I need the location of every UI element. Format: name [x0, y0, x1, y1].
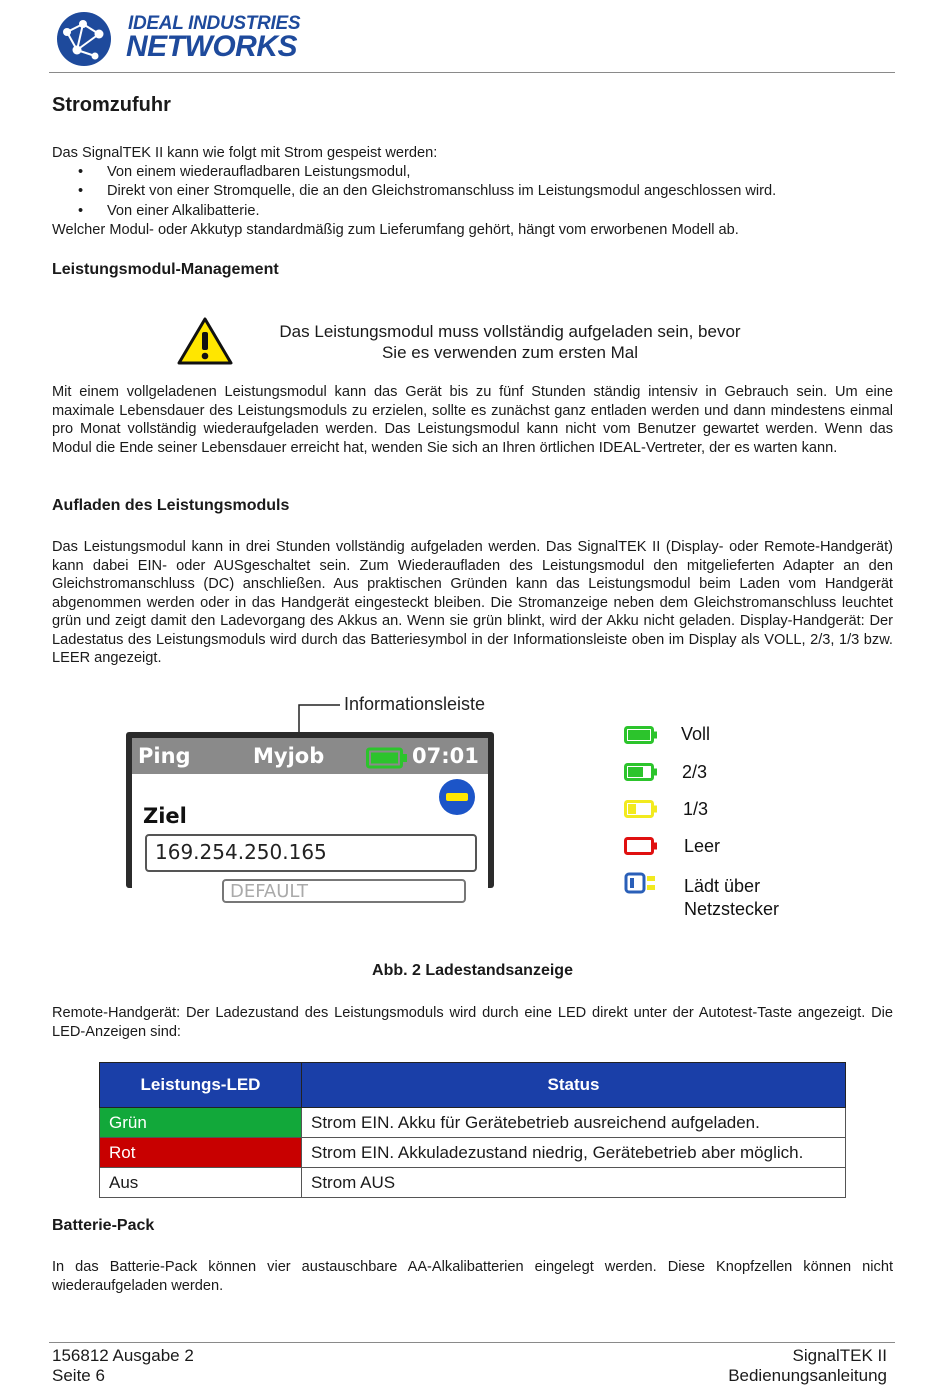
bullet-item: • Direkt von einer Stromquelle, die an den Gleichstromanschluss im Leistungsmodul angeschlossen wird. — [78, 183, 777, 199]
stop-icon[interactable] — [437, 777, 477, 817]
info-bar-mode: Ping — [138, 744, 191, 768]
management-paragraph: Mit einem vollgeladenen Leistungsmodul kann das Gerät bis zu fünf Stunden ständig intensiv in Gebrauch sein. Um eine maximale Lebensdauer des Leistungsmoduls zu erzielen, sollte es zunächst ganz entladen werden und dann mindestens einmal pro Monat vollständig wiederaufgeladen werden. Das Leistungsmodul kann nicht vom Benutzer gewartet werden. Wenn das Modul die Ende seiner Lebensdauer erreicht hat, wenden Sie sich an Ihren örtlichen IDEAL-Vertreter, der es warten kann. — [52, 384, 893, 456]
legend-label-one-third: 1/3 — [683, 799, 709, 819]
info-bar-time: 07:01 — [412, 744, 479, 768]
footer-divider — [49, 1342, 895, 1343]
brand-line1: IDEAL INDUSTRIES — [128, 13, 301, 34]
figure-caption: Abb. 2 Ladestandsanzeige — [372, 962, 573, 979]
status-cell: Strom EIN. Akkuladezustand niedrig, Gerätebetrieb aber möglich. — [302, 1138, 846, 1168]
brand-line2: NETWORKS — [126, 30, 297, 63]
bullet-item: • Von einem wiederaufladbaren Leistungsmodul, — [78, 164, 411, 180]
charging-heading: Aufladen des Leistungsmoduls — [52, 497, 290, 514]
table-header: Status — [302, 1063, 846, 1108]
table-row — [100, 1108, 846, 1138]
info-bar-job: Myjob — [253, 744, 325, 768]
management-heading: Leistungsmodul-Management — [52, 261, 279, 278]
callout-label: Informationsleiste — [344, 694, 486, 714]
battery-full-icon — [366, 747, 408, 769]
led-cell-off: Aus — [100, 1168, 302, 1198]
table-row — [100, 1168, 846, 1198]
led-status-table — [99, 1062, 846, 1198]
table-header: Leistungs-LED — [100, 1063, 302, 1108]
charging-plug-icon — [624, 872, 658, 894]
led-cell-red: Rot — [100, 1138, 302, 1168]
footer-right: SignalTEK II Bedienungsanleitung — [728, 1346, 887, 1385]
legend-label-empty: Leer — [684, 836, 721, 856]
legend-label-full: Voll — [681, 724, 711, 744]
section-title: Stromzufuhr — [52, 94, 171, 116]
charging-paragraph: Das Leistungsmodul kann in drei Stunden vollständig aufgeladen werden. Das SignalTEK II (Display- oder Remote-Handgerät) kann dabei EIN- oder AUSgeschaltet sein. Zum Wiederaufladen des Leistungsmodul den mitgelieferten Adapter an den Gleichstromanschluss (DC) anschließen. Aus praktischen Gründen kann das Leistungsmodul beim Laden vom Handgerät abgenommen werden oder in das Handgerät eingesteckt bleiben. Die Stromanzeige neben dem Gleichstromanschluss leuchtet grün und zeigt damit den Ladevorgang des Akkus an. Wenn sie grün blinkt, wird der Akku nicht geladen. Display-Handgerät: Der Ladestatus des Leistungsmoduls wird durch das Batteriesymbol in der Informationsleiste oben im Display als VOLL, 2/3, 1/3 bzw. LEER angezeigt. — [52, 539, 893, 666]
battery-two-thirds-icon — [624, 763, 658, 781]
battery-one-third-icon — [624, 800, 658, 818]
warning-text: Das Leistungsmodul muss vollständig aufgeladen sein, bevor Sie es verwenden zum ersten Mal — [279, 322, 741, 362]
battery-empty-icon — [624, 837, 658, 855]
intro-text: Das SignalTEK II kann wie folgt mit Strom gespeist werden: — [52, 145, 438, 161]
status-cell: Strom AUS — [302, 1168, 846, 1198]
outro-text: Welcher Modul- oder Akkutyp standardmäßig zum Lieferumfang gehört, hängt vom erworbenen Modell ab. — [52, 222, 739, 238]
battery-paragraph: In das Batterie-Pack können vier austauschbare AA-Alkalibatterien eingelegt werden. Diese Knopfzellen können nicht wiederaufgeladen werden. — [52, 1259, 893, 1294]
footer-left: 156812 Ausgabe 2 Seite 6 — [52, 1346, 194, 1385]
legend-label-two-thirds: 2/3 — [682, 762, 708, 782]
bullet-item: • Von einer Alkalibatterie. — [78, 203, 260, 219]
field-label: Ziel — [143, 804, 187, 828]
header-divider — [49, 72, 895, 73]
battery-heading: Batterie-Pack — [52, 1217, 155, 1234]
cut-field: DEFAULT — [222, 879, 472, 888]
address-input[interactable]: 169.254.250.165 — [145, 834, 477, 872]
legend-label-charging: Lädt über Netzstecker — [684, 876, 780, 919]
battery-full-icon — [624, 726, 658, 744]
company-logo-icon — [55, 10, 115, 68]
warning-icon — [176, 316, 234, 366]
status-cell: Strom EIN. Akku für Gerätebetrieb ausreichend aufgeladen. — [302, 1108, 846, 1138]
table-header-row — [100, 1063, 846, 1108]
remote-paragraph: Remote-Handgerät: Der Ladezustand des Leistungsmoduls wird durch eine LED direkt unter der Autotest-Taste angezeigt. Die LED-Anzeigen sind: — [52, 1005, 893, 1040]
table-row — [100, 1138, 846, 1168]
led-cell-green: Grün — [100, 1108, 302, 1138]
